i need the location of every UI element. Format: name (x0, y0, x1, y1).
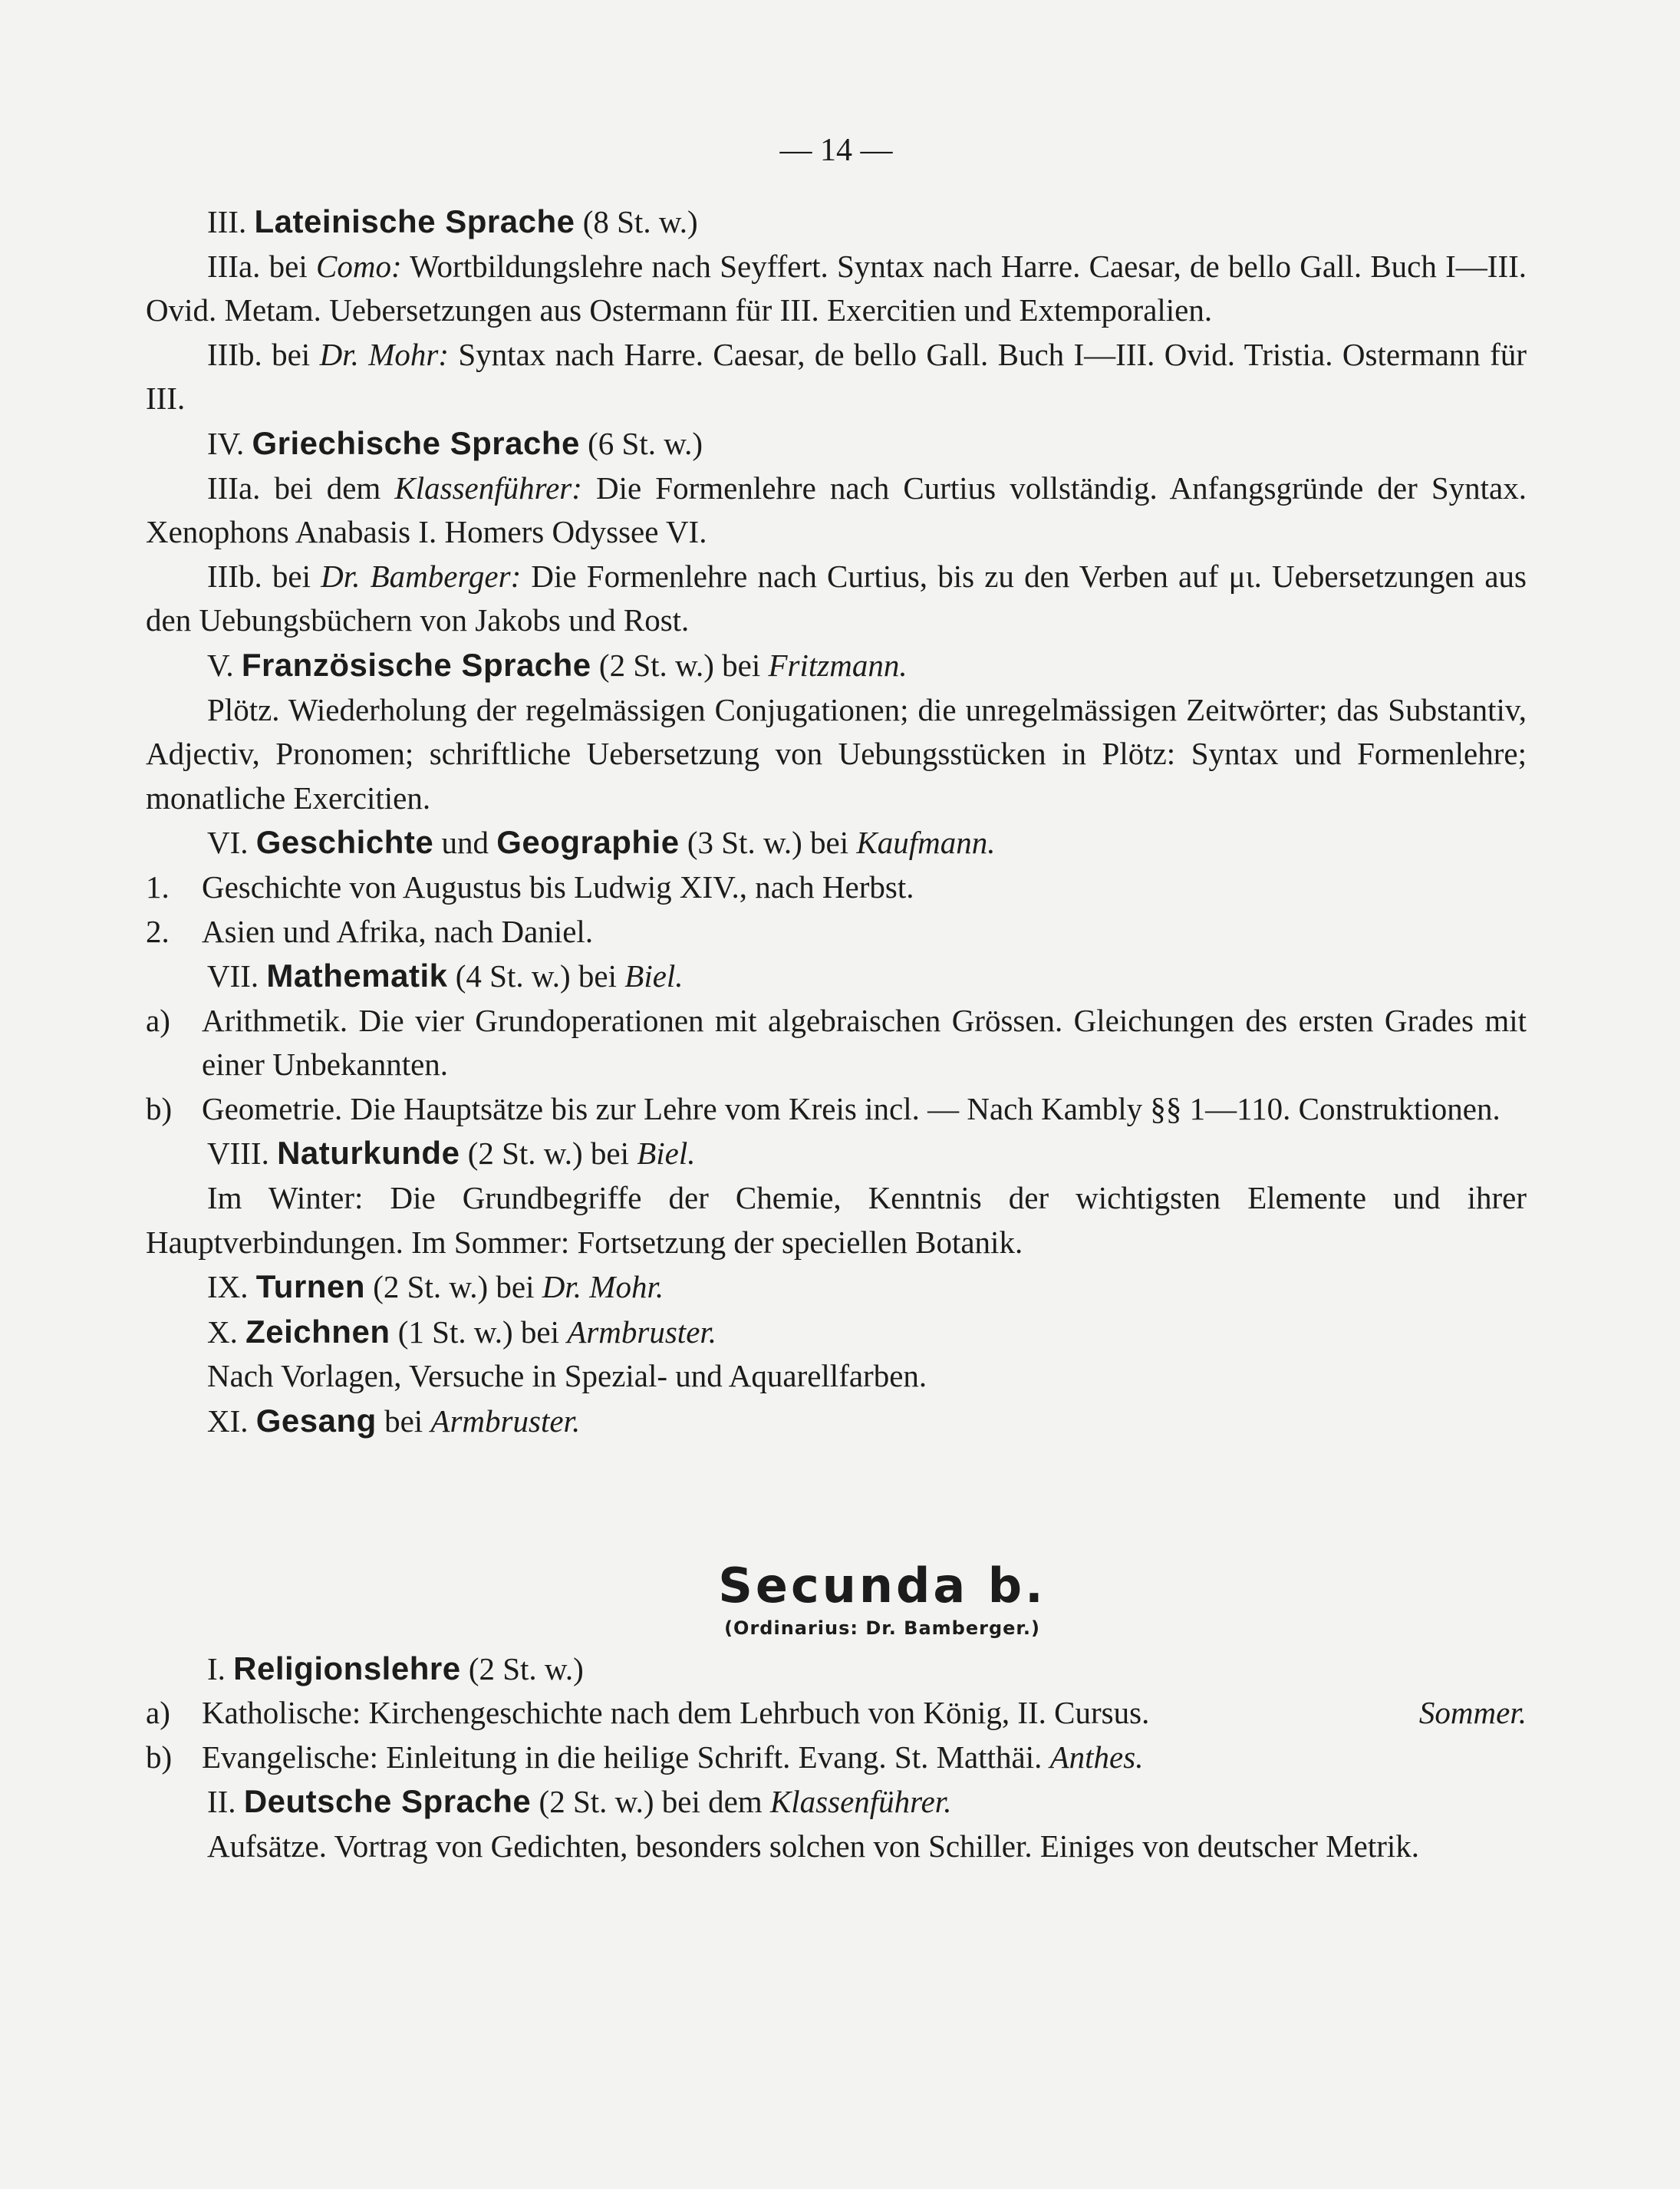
heading-number: XI. (207, 1403, 249, 1439)
teacher-name: Anthes. (1049, 1739, 1144, 1775)
heading-hours: (4 St. w.) bei (455, 958, 625, 994)
list-item: b) Geometrie. Die Hauptsätze bis zur Lehre vom Kreis incl. — Nach Kambly §§ 1—110. Construktionen. (146, 1090, 1500, 1126)
teacher-name: Armbruster. (430, 1403, 581, 1439)
paragraph: IIIb. bei Dr. Mohr: Syntax nach Harre. Caesar, de bello Gall. Buch I—III. Ovid. Tristia. Ostermann für III. (146, 336, 1527, 417)
list-item: a) Katholische: Kirchengeschichte nach dem Lehrbuch von König, II. Cursus. Sommer. (146, 1691, 1527, 1736)
heading-hours: (3 St. w.) bei (687, 825, 857, 861)
heading-title: Geschichte (255, 824, 434, 861)
section-heading-singing (146, 1399, 1527, 1444)
teacher-name: Como: (316, 248, 402, 284)
heading-title: Turnen (255, 1268, 365, 1305)
section-heading-german (146, 1779, 1527, 1825)
section-heading-gymnastics (146, 1264, 1527, 1310)
teacher-name: Klassenführer: (394, 470, 582, 506)
teacher-name: Biel. (637, 1136, 696, 1172)
paragraph: Plötz. Wiederholung der regelmässigen Conjugationen; die unregelmässigen Zeitwörter; das Substantiv, Adjectiv, Pronomen; schriftliche Uebersetzung von Uebungsstücken in Plötz: Syntax und Formenlehre; monatliche Exercitien. (146, 691, 1527, 816)
paragraph: Aufsätze. Vortrag von Gedichten, besonders solchen von Schiller. Einiges von deutscher Metrik. (207, 1828, 1420, 1864)
section-heading-religion (146, 1647, 1527, 1692)
section-heading-drawing (146, 1310, 1527, 1355)
heading-hours: (1 St. w.) bei (397, 1314, 568, 1350)
heading-hours: (6 St. w.) (588, 425, 703, 461)
heading-number: IV. (207, 425, 245, 461)
heading-title: Naturkunde (277, 1135, 460, 1172)
heading-number: V. (207, 647, 234, 683)
teacher-name: Fritzmann. (768, 647, 908, 683)
paragraph: IIIa. bei dem Klassenführer: Die Formenlehre nach Curtius vollständig. Anfangsgründe der Syntax. Xenophons Anabasis I. Homers Odyssee VI. (146, 470, 1527, 550)
heading-number: II. (207, 1784, 236, 1820)
section-heading-history: VI. Geschichte und Geographie (3 St. w.) bei Kaufmann. (207, 824, 996, 861)
class-title: Secunda b. (718, 1557, 1046, 1614)
heading-number: VI. (207, 825, 249, 861)
teacher-name: Armbruster. (567, 1314, 717, 1350)
heading-title: Lateinische Sprache (254, 203, 575, 239)
section-heading-math (146, 954, 1527, 999)
section-heading-nature (146, 1131, 1527, 1176)
teacher-name: Kaufmann. (856, 825, 996, 861)
heading-title: Religionslehre (233, 1650, 461, 1686)
heading-number: IX. (207, 1269, 249, 1305)
section-heading-greek (146, 421, 1527, 466)
ordinarius-note: (Ordinarius: Dr. Bamberger.) (724, 1617, 1040, 1639)
teacher-name: Klassenführer. (769, 1784, 952, 1820)
list-item: a) Arithmetik. Die vier Grundoperationen mit algebraischen Grössen. Gleichungen des ersten Grades mit einer Unbekannten. (146, 1002, 1527, 1083)
heading-hours: bei (376, 1403, 431, 1439)
heading-number: VII. (207, 958, 259, 994)
page-number: — 14 — (779, 133, 893, 168)
heading-number: III. (207, 204, 247, 239)
heading-title: Deutsche Sprache (243, 1783, 532, 1820)
page-content (146, 129, 1527, 1869)
heading-title: Französische Sprache (241, 646, 591, 683)
section-heading-latin (146, 199, 1527, 245)
heading-hours: (2 St. w.) (468, 1650, 584, 1686)
heading-title: Geographie (496, 824, 680, 861)
paragraph: Nach Vorlagen, Versuche in Spezial- und Aquarellfarben. (207, 1358, 927, 1394)
heading-hours: (2 St. w.) bei (467, 1136, 637, 1172)
teacher-name: Dr. Mohr. (542, 1269, 664, 1305)
heading-number: VIII. (207, 1136, 269, 1172)
teacher-name: Biel. (624, 958, 684, 994)
heading-hours: (2 St. w.) bei (373, 1269, 542, 1305)
teacher-name: Dr. Bamberger: (321, 558, 522, 594)
list-item: 1. Geschichte von Augustus bis Ludwig XIV., nach Herbst. (146, 869, 914, 905)
teacher-name: Sommer. (1418, 1695, 1527, 1731)
heading-number: I. (207, 1650, 226, 1686)
heading-hours: (2 St. w.) bei (598, 647, 769, 683)
heading-title: Mathematik (266, 958, 448, 994)
heading-title: Gesang (255, 1403, 377, 1439)
paragraph: Im Winter: Die Grundbegriffe der Chemie, Kenntnis der wichtigsten Elemente und ihrer Hauptverbindungen. Im Sommer: Fortsetzung der speciellen Botanik. (146, 1180, 1527, 1260)
heading-hours: (8 St. w.) (582, 204, 698, 239)
section-heading-french (146, 643, 1527, 688)
heading-hours: (2 St. w.) bei dem (539, 1784, 770, 1820)
paragraph: IIIa. bei Como: Wortbildungslehre nach Seyffert. Syntax nach Harre. Caesar, de bello Gall. Buch I—III. Ovid. Metam. Uebersetzungen aus Ostermann für III. Exercitien und Extemporalien. (146, 248, 1527, 328)
list-item: b) Evangelische: Einleitung in die heilige Schrift. Evang. St. Matthäi. Anthes. (146, 1739, 1144, 1775)
list-item: 2. Asien und Afrika, nach Daniel. (146, 913, 594, 949)
paragraph: IIIb. bei Dr. Bamberger: Die Formenlehre nach Curtius, bis zu den Verben auf μι. Uebersetzungen aus den Uebungsbüchern von Jakobs und Rost. (146, 558, 1527, 638)
teacher-name: Dr. Mohr: (319, 336, 449, 372)
heading-title: Zeichnen (245, 1313, 390, 1350)
heading-number: X. (207, 1314, 238, 1350)
heading-title: Griechische Sprache (252, 424, 580, 461)
